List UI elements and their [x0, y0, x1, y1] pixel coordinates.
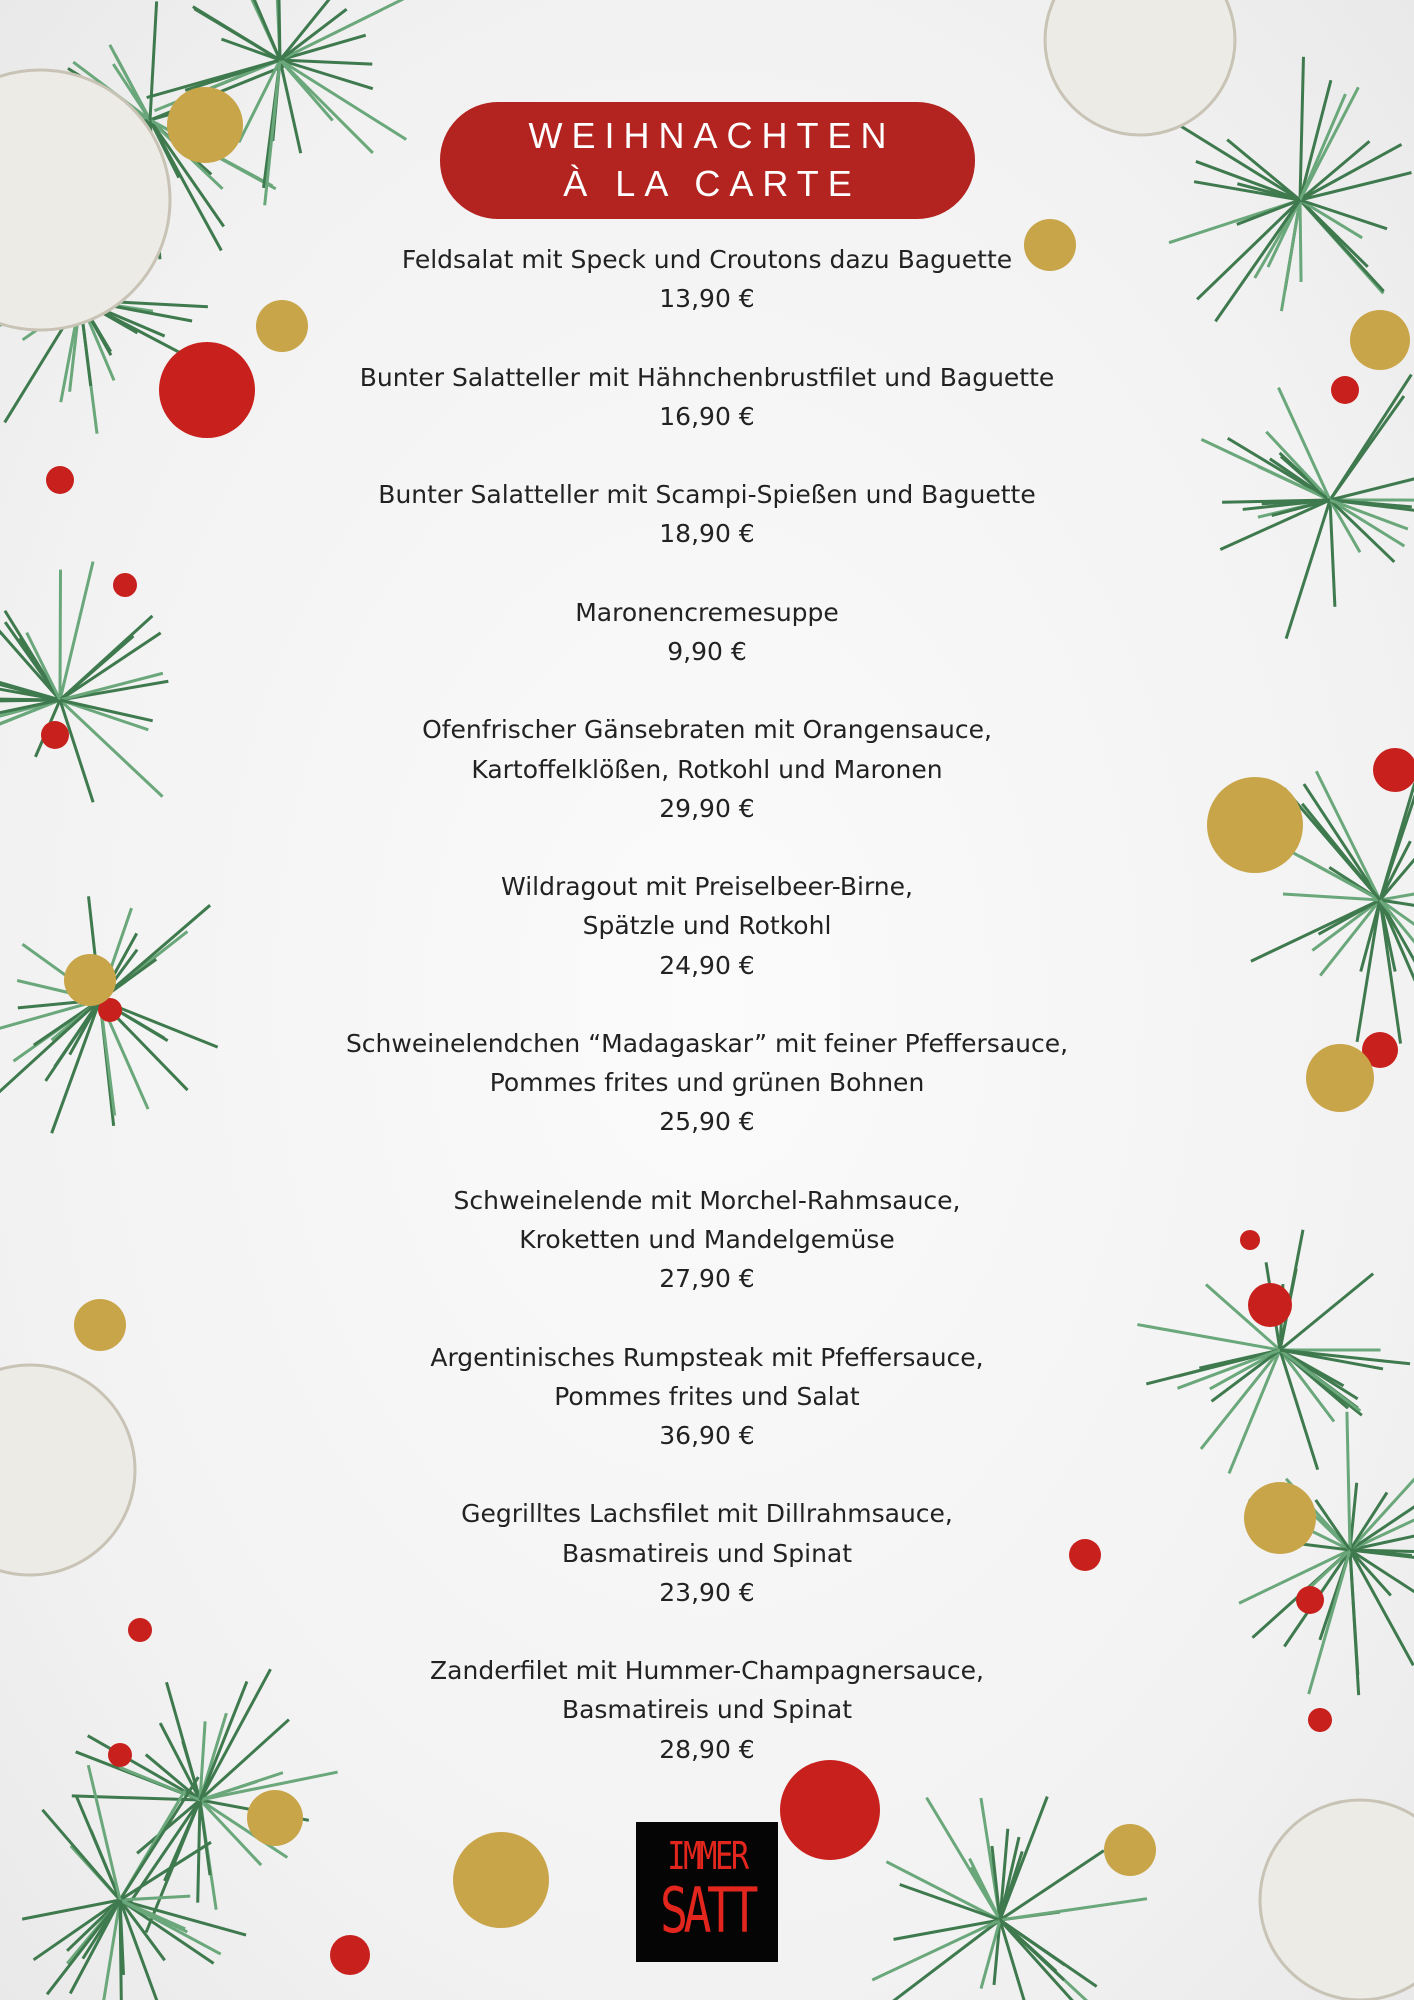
pine-needle — [1347, 1412, 1350, 1550]
pine-needle — [1350, 1550, 1414, 1605]
pine-needle — [872, 1920, 1000, 1980]
dish-name: Schweinelende mit Morchel-Rahmsauce, — [453, 1185, 961, 1215]
dish-name: Kartoffelklößen, Rotkohl und Maronen — [471, 754, 943, 784]
logo-line-2: SATT — [660, 1874, 754, 1947]
title-line-1: WEIHNACHTEN — [528, 115, 896, 156]
red-ornament — [41, 721, 69, 749]
menu-title-banner — [440, 102, 975, 219]
pine-needle — [1309, 1550, 1350, 1694]
red-ornament — [108, 1743, 132, 1767]
pine-needle — [150, 1, 157, 120]
dish-price: 13,90 € — [659, 284, 755, 314]
pine-needle — [265, 60, 280, 205]
menu-item — [257, 475, 1157, 553]
menu-list — [257, 240, 1157, 1808]
pine-needle — [1000, 1899, 1147, 1920]
pine-needle — [0, 699, 60, 700]
pine-needle — [1350, 1550, 1358, 1675]
white-bauble — [0, 1365, 135, 1575]
dish-name: Wildragout mit Preiselbeer-Birne, — [501, 872, 913, 902]
red-ornament — [1331, 376, 1359, 404]
red-ornament — [113, 573, 137, 597]
pine-needle — [200, 1681, 247, 1800]
dish-name: Basmatireis und Spinat — [561, 1695, 853, 1725]
pine-needle — [120, 1900, 121, 2000]
pine-needle — [1300, 57, 1303, 200]
dish-price: 18,90 € — [659, 519, 755, 549]
pine-needle — [1304, 784, 1380, 900]
menu-item — [257, 1651, 1157, 1769]
pine-needle — [1215, 200, 1300, 321]
pine-needle — [120, 1900, 214, 1963]
gold-ornament — [1104, 1824, 1156, 1876]
dish-price: 27,90 € — [659, 1264, 755, 1294]
dish-price: 9,90 € — [667, 636, 747, 666]
pine-needle — [1201, 439, 1330, 500]
immer-satt-logo — [636, 1822, 778, 1962]
menu-item — [257, 240, 1157, 318]
pine-needle — [60, 562, 93, 700]
dish-price: 16,90 € — [659, 401, 755, 431]
menu-item — [257, 710, 1157, 828]
gold-ornament — [1350, 310, 1410, 370]
pine-needle — [120, 1896, 190, 1900]
red-ornament — [1296, 1586, 1324, 1614]
pine-needle — [60, 700, 153, 721]
pine-needle — [1137, 1325, 1280, 1350]
logo-line-1: IMMER — [667, 1834, 747, 1878]
pine-needle — [280, 0, 403, 60]
title-line-2: À LA CARTE — [563, 163, 861, 204]
pine-needle — [1251, 900, 1380, 961]
pine-needle — [280, 60, 406, 139]
dish-name: Spätzle und Rotkohl — [582, 911, 832, 941]
dish-name: Schweinelendchen “Madagaskar” mit feiner Pfeffersauce, — [345, 1028, 1069, 1058]
dish-name: Zanderfilet mit Hummer-Champagnersauce, — [430, 1656, 984, 1686]
menu-item — [257, 1181, 1157, 1299]
pine-needle — [1283, 894, 1380, 900]
pine-needle — [1300, 200, 1301, 282]
dish-name: Bunter Salatteller mit Scampi-Spießen und Baguette — [378, 480, 1036, 510]
red-ornament — [1308, 1708, 1332, 1732]
pine-needle — [1330, 500, 1335, 607]
dish-price: 25,90 € — [659, 1107, 755, 1137]
pine-needle — [1286, 500, 1330, 639]
pine-needle — [1210, 1350, 1280, 1389]
gold-ornament — [74, 1299, 126, 1351]
dish-name: Pommes frites und grünen Bohnen — [489, 1068, 925, 1098]
menu-item — [257, 1338, 1157, 1456]
pine-needle — [200, 1800, 210, 1875]
menu-item — [257, 1024, 1157, 1142]
red-ornament — [46, 466, 74, 494]
dish-price: 28,90 € — [659, 1734, 755, 1764]
gold-ornament — [1306, 1044, 1374, 1112]
pine-needle — [1350, 1550, 1413, 1665]
pine-needle — [120, 1777, 198, 1900]
pine-needle — [1146, 1350, 1280, 1384]
white-bauble — [1045, 0, 1235, 135]
dish-name: Gegrilltes Lachsfilet mit Dillrahmsauce, — [461, 1499, 953, 1529]
dish-name: Kroketten und Mandelgemüse — [519, 1224, 895, 1254]
dish-name: Ofenfrischer Gänsebraten mit Orangensauce, — [422, 715, 992, 745]
dish-price: 23,90 € — [659, 1577, 755, 1607]
dish-name: Basmatireis und Spinat — [561, 1538, 853, 1568]
dish-name: Argentinisches Rumpsteak mit Pfeffersauce, — [430, 1342, 984, 1372]
pine-needle — [60, 570, 61, 700]
gold-ornament — [453, 1832, 549, 1928]
menu-item — [257, 1494, 1157, 1612]
pine-needle — [47, 1900, 120, 1994]
dish-name: Maronencremesuppe — [575, 597, 839, 627]
red-ornament — [1248, 1283, 1292, 1327]
dish-price: 24,90 € — [659, 950, 755, 980]
red-ornament — [330, 1935, 370, 1975]
dish-price: 36,90 € — [659, 1420, 755, 1450]
pine-needle — [1000, 1797, 1047, 1920]
pine-needle — [890, 1920, 1000, 2000]
pine-needle — [1330, 500, 1394, 562]
gold-ornament — [1244, 1482, 1316, 1554]
gold-ornament — [167, 87, 243, 163]
dish-price: 29,90 € — [659, 793, 755, 823]
red-ornament — [128, 1618, 152, 1642]
pine-needle — [1000, 1851, 1104, 1920]
menu-item — [257, 358, 1157, 436]
white-bauble — [1260, 1800, 1414, 2000]
pine-needle — [894, 1920, 1000, 1939]
dish-name: Pommes frites und Salat — [554, 1381, 860, 1411]
gold-ornament — [64, 954, 116, 1006]
gold-ornament — [1207, 777, 1303, 873]
red-ornament — [159, 342, 255, 438]
dish-name: Bunter Salatteller mit Hähnchenbrustfilet und Baguette — [359, 362, 1055, 392]
menu-item — [257, 593, 1157, 671]
pine-needle — [278, 0, 280, 60]
dish-name: Feldsalat mit Speck und Croutons dazu Baguette — [401, 245, 1013, 274]
menu-item — [257, 867, 1157, 985]
red-ornament — [1373, 748, 1414, 792]
red-ornament — [1240, 1230, 1260, 1250]
